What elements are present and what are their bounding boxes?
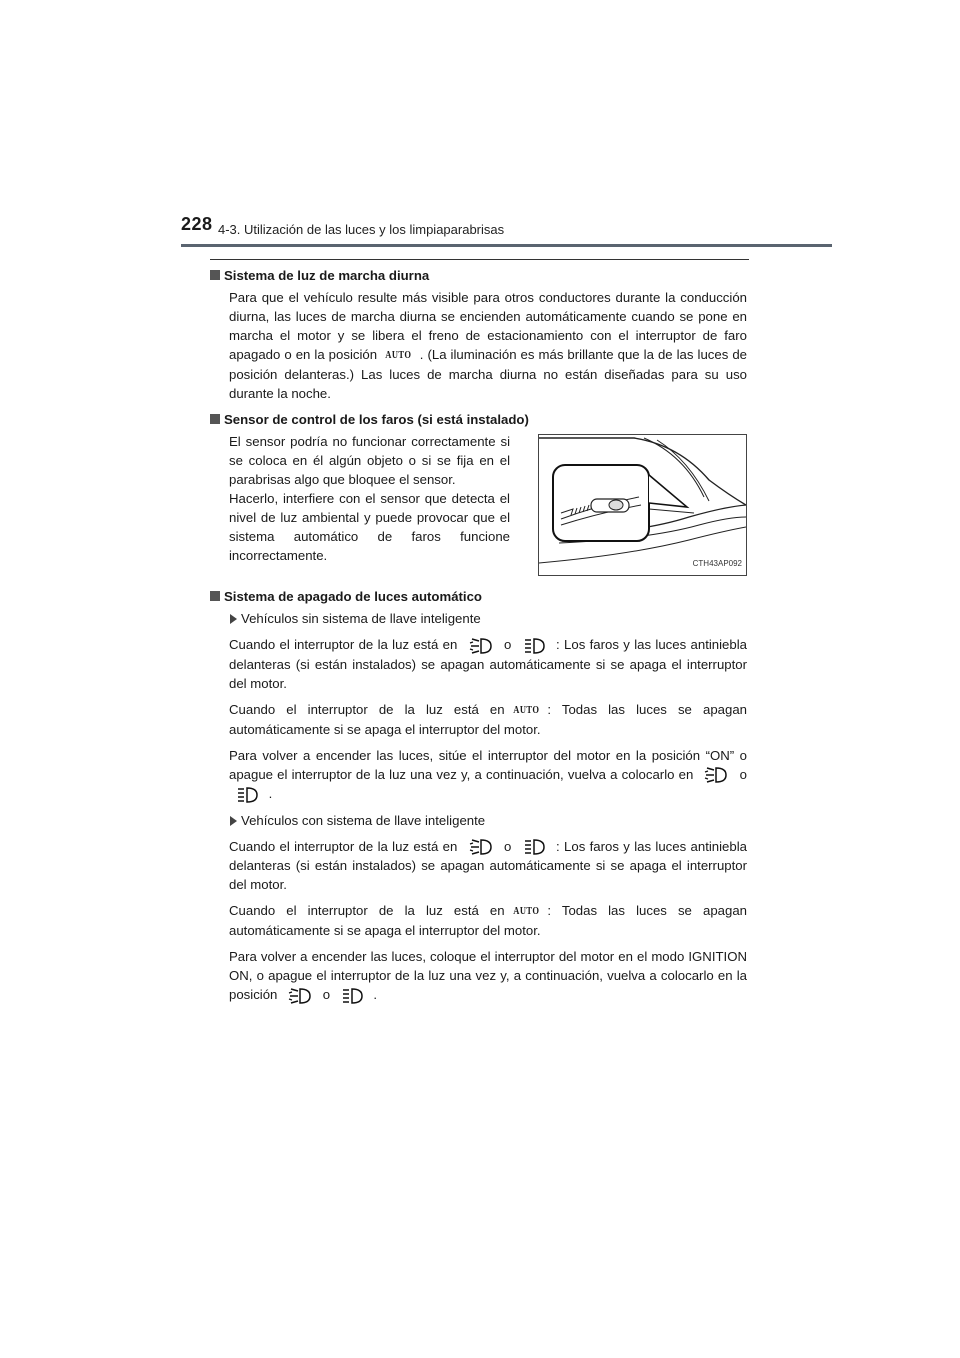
tail-light-icon xyxy=(235,786,259,804)
s1-paragraph-1 xyxy=(229,635,747,693)
text: : Los faros y las luces antiniebla delanteras (si están instalados) se apagan automáticamente si se apaga el interruptor del motor. xyxy=(229,637,747,691)
auto-icon: AUTO xyxy=(512,704,540,716)
section-title: 4-3. Utilización de las luces y los limpiaparabrisas xyxy=(218,222,505,237)
sensor-paragraph-2: Hacerlo, interfiere con el sensor que detecta el nivel de luz ambiental y puede provocar que el sistema automático de faros funcione incorrectamente. xyxy=(229,491,510,563)
subheading-smart-key xyxy=(229,811,747,830)
headlight-icon xyxy=(703,766,729,784)
content-rule xyxy=(210,259,749,260)
text: Cuando el interruptor de la luz está en xyxy=(229,701,505,717)
s2-paragraph-1 xyxy=(229,837,747,895)
s2-paragraph-3 xyxy=(229,947,747,1005)
square-bullet-icon xyxy=(210,414,220,424)
headlight-icon xyxy=(468,838,494,856)
auto-off-heading-text: Sistema de apagado de luces automático xyxy=(224,589,482,604)
text: . xyxy=(373,987,378,1003)
headlight-icon xyxy=(287,987,313,1005)
sensor-heading xyxy=(210,410,747,429)
tail-light-icon xyxy=(522,637,546,655)
sensor-block xyxy=(229,432,747,576)
header-rule xyxy=(181,244,832,247)
triangle-bullet-icon xyxy=(230,816,237,826)
page-number: 228 xyxy=(181,214,213,234)
text: . xyxy=(268,786,273,802)
sensor-text xyxy=(229,432,510,576)
s1-paragraph-2 xyxy=(229,700,747,739)
text: o xyxy=(739,766,747,782)
headlight-icon xyxy=(468,637,494,655)
s2-paragraph-2 xyxy=(229,901,747,940)
square-bullet-icon xyxy=(210,591,220,601)
drl-heading-text: Sistema de luz de marcha diurna xyxy=(224,268,430,283)
triangle-bullet-icon xyxy=(230,614,237,624)
drl-paragraph xyxy=(229,288,747,403)
drl-heading xyxy=(210,266,747,285)
auto-off-heading xyxy=(210,587,747,606)
text: : Los faros y las luces antiniebla delanteras (si están instalados) se apagan automáticamente si se apaga el interruptor del motor. xyxy=(229,838,747,893)
text: o xyxy=(504,838,512,854)
text: : Todas las luces se apagan automáticamente si se apaga el interruptor del motor. xyxy=(229,903,747,939)
drl-text-a: Para que el vehículo resulte más visible para otros conductores durante la conducción diurna, las luces de marcha diurna se encienden automáticamente cuando se pone en marcha el motor y se libera el freno de estacionamiento con el interruptor de faro apagado o en la posición xyxy=(229,290,747,362)
sensor-heading-text: Sensor de control de los faros (si está instalado) xyxy=(224,412,529,427)
text: : Todas las luces se apagan automáticamente si se apaga el interruptor del motor. xyxy=(229,701,747,737)
auto-icon: AUTO xyxy=(512,906,540,918)
s1-paragraph-3 xyxy=(229,746,747,804)
square-bullet-icon xyxy=(210,270,220,280)
sensor-paragraph-1: El sensor podría no funcionar correctamente si se coloca en él algún objeto o si se fija en el parabrisas algo que bloquee el sensor. xyxy=(229,434,510,487)
text: o xyxy=(322,987,331,1003)
tail-light-icon xyxy=(340,987,364,1005)
subheading-no-smart-key xyxy=(229,609,747,628)
page-content xyxy=(210,266,747,1012)
subheading-text: Vehículos sin sistema de llave inteligente xyxy=(241,611,481,626)
drl-text-b: . (La iluminación es más brillante que la de las luces de posición delanteras.) Las luces de marcha diurna no están diseñadas para su uso durante la noche. xyxy=(229,347,747,401)
figure-code: CTH43AP092 xyxy=(692,559,742,568)
auto-icon: AUTO xyxy=(385,350,412,361)
sensor-figure xyxy=(538,434,747,576)
text: o xyxy=(504,637,512,652)
subheading-text: Vehículos con sistema de llave inteligente xyxy=(241,812,486,828)
text: Cuando el interruptor de la luz está en xyxy=(229,838,458,854)
text: Para volver a encender las luces, coloque el interruptor del motor en el modo IGNITION ON, o apague el interruptor de la luz una vez y, a continuación, vuelva a colocarlo en la posición xyxy=(229,949,747,1003)
text: Para volver a encender las luces, sitúe el interruptor del motor en la posición “ON” o apague el interruptor de la luz una vez y, a continuación, vuelva a colocarlo en xyxy=(229,747,747,782)
text: Cuando el interruptor de la luz está en xyxy=(229,637,458,652)
text: Cuando el interruptor de la luz está en xyxy=(229,903,505,919)
tail-light-icon xyxy=(522,838,546,856)
